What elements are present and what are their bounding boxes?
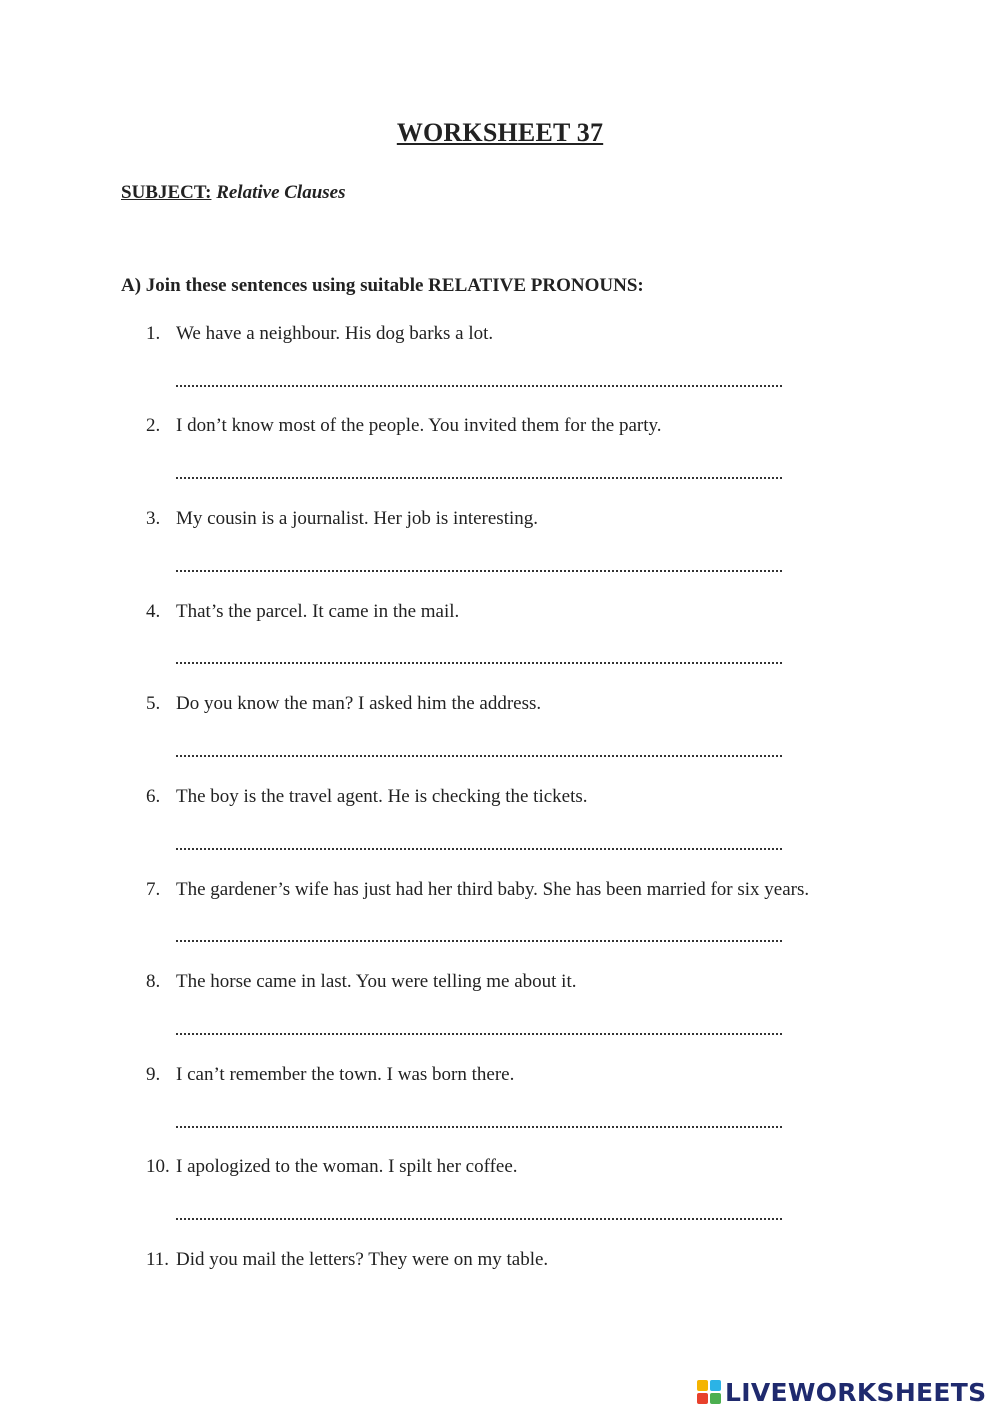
item-text: My cousin is a journalist. Her job is interesting. bbox=[176, 508, 539, 529]
list-item bbox=[146, 1249, 548, 1271]
subject-value: Relative Clauses bbox=[216, 182, 346, 203]
item-number: 11. bbox=[146, 1249, 170, 1270]
subject-label: SUBJECT: bbox=[121, 182, 212, 203]
list-item bbox=[146, 971, 577, 993]
liveworksheets-logo[interactable] bbox=[697, 1377, 986, 1407]
list-item bbox=[146, 323, 493, 345]
answer-line[interactable] bbox=[176, 1033, 782, 1035]
answer-line[interactable] bbox=[176, 848, 782, 850]
list-item bbox=[146, 1156, 518, 1178]
item-text: I can’t remember the town. I was born there. bbox=[176, 1064, 515, 1085]
worksheet-title: WORKSHEET 37 bbox=[396, 118, 604, 147]
item-text: The boy is the travel agent. He is checking the tickets. bbox=[176, 786, 588, 807]
answer-line[interactable] bbox=[176, 477, 782, 479]
liveworksheets-logo-icon bbox=[697, 1380, 721, 1404]
item-text: The gardener’s wife has just had her third baby. She has been married for six years. bbox=[176, 879, 810, 900]
subject-line bbox=[121, 182, 346, 204]
item-number: 2. bbox=[146, 415, 161, 436]
list-item bbox=[146, 879, 809, 901]
brand-name: LIVEWORKSHEETS bbox=[725, 1377, 987, 1407]
instruction-a: A) Join these sentences using suitable RELATIVE PRONOUNS: bbox=[121, 275, 644, 296]
answer-line[interactable] bbox=[176, 570, 782, 572]
item-text: I apologized to the woman. I spilt her coffee. bbox=[176, 1156, 518, 1177]
list-item bbox=[146, 415, 662, 437]
item-number: 10. bbox=[146, 1156, 170, 1177]
item-text: The horse came in last. You were telling me about it. bbox=[176, 971, 577, 992]
item-number: 8. bbox=[146, 971, 161, 992]
answer-line[interactable] bbox=[176, 1126, 782, 1128]
item-number: 9. bbox=[146, 1064, 161, 1085]
item-number: 6. bbox=[146, 786, 161, 807]
item-text: We have a neighbour. His dog barks a lot. bbox=[176, 323, 494, 344]
list-item bbox=[146, 601, 459, 623]
item-text: I don’t know most of the people. You invited them for the party. bbox=[176, 415, 662, 436]
item-number: 7. bbox=[146, 879, 161, 900]
item-number: 3. bbox=[146, 508, 161, 529]
list-item bbox=[146, 786, 588, 808]
item-text: Do you know the man? I asked him the address. bbox=[176, 693, 542, 714]
answer-line[interactable] bbox=[176, 940, 782, 942]
answer-line[interactable] bbox=[176, 755, 782, 757]
item-number: 4. bbox=[146, 601, 161, 622]
item-text: That’s the parcel. It came in the mail. bbox=[176, 601, 460, 622]
list-item bbox=[146, 693, 541, 715]
answer-line[interactable] bbox=[176, 385, 782, 387]
list-item bbox=[146, 1064, 514, 1086]
item-number: 1. bbox=[146, 323, 161, 344]
item-text: Did you mail the letters? They were on my table. bbox=[176, 1249, 549, 1270]
answer-line[interactable] bbox=[176, 662, 782, 664]
item-number: 5. bbox=[146, 693, 161, 714]
list-item bbox=[146, 508, 538, 530]
answer-line[interactable] bbox=[176, 1218, 782, 1220]
